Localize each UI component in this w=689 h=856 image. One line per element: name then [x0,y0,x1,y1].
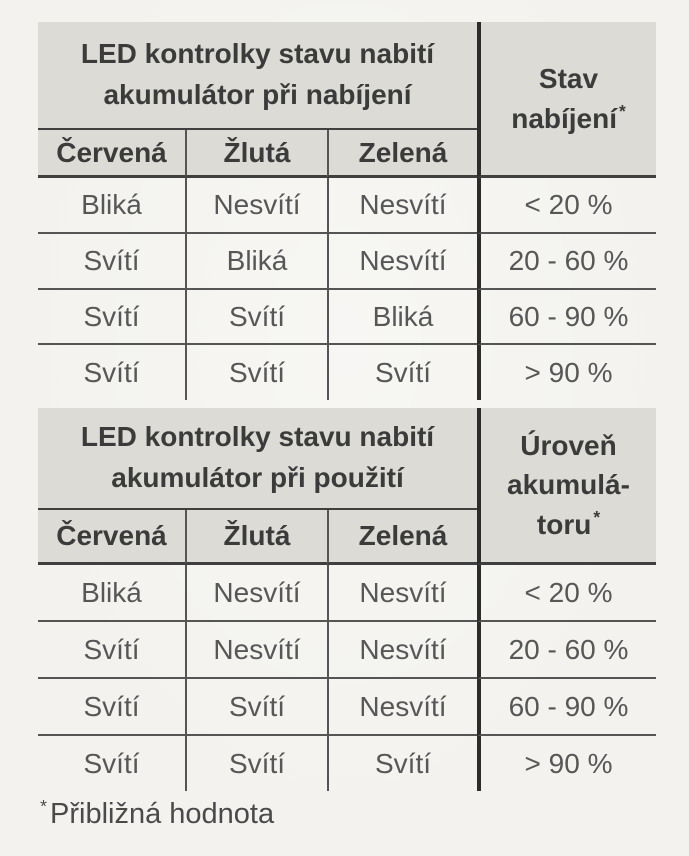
table-cell: Bliká [185,234,327,290]
col-header-green: Zelená [327,130,477,178]
usage-status-table [38,408,656,791]
footnote-marker-icon: * [593,507,601,528]
charging-status-table [38,22,656,400]
table-cell: Nesvítí [185,178,327,234]
table-cell: Svítí [38,234,185,290]
charging-table-title [38,22,477,130]
value-cell: 60 - 90 % [477,679,656,736]
charge-state-header-line1: Stav [538,63,599,95]
table-cell: Nesvítí [327,679,477,736]
table-cell: Svítí [185,679,327,736]
usage-table-title-line2: akumulátor při použití [111,462,404,493]
table-cell: Nesvítí [327,178,477,234]
col-header-yellow: Žlutá [185,130,327,178]
footnote-text: Přibližná hodnota [50,798,275,830]
col-header-red: Červená [38,130,185,178]
usage-table-title-line1: LED kontrolky stavu nabití [80,421,435,453]
charging-table-title-line1: LED kontrolky stavu nabití [80,38,435,70]
value-cell: 60 - 90 % [477,290,656,345]
table-cell: Svítí [38,622,185,679]
table-cell: Svítí [327,736,477,791]
charging-table-title-line2: akumulátor při nabíjení [103,79,412,110]
value-cell: > 90 % [477,345,656,400]
footnote-marker-icon: * [40,796,47,817]
table-cell: Svítí [83,356,140,388]
battery-level-header-line2: akumulá- [507,469,630,501]
table-cell: Nesvítí [185,622,327,679]
table-cell: Nesvítí [185,565,327,622]
usage-table-title [38,408,477,510]
table-cell: Nesvítí [327,565,477,622]
table-cell: Svítí [38,290,185,345]
table-cell: Bliká [38,565,185,622]
value-cell: 20 - 60 % [477,622,656,679]
battery-level-column-header [477,408,656,565]
table-cell: Svítí [38,679,185,736]
battery-level-header-line3 [537,505,600,544]
table-cell: Svítí [327,345,477,400]
charge-state-header-word: nabíjení [511,102,618,134]
table-cell: Bliká [327,290,477,345]
value-cell: 20 - 60 % [477,234,656,290]
footnote [40,798,274,831]
table-cell: Svítí [185,736,327,791]
value-cell: < 20 % [477,178,656,234]
col-header-yellow: Žlutá [185,510,327,565]
table-cell: Svítí [83,747,140,779]
value-cell: > 90 % [477,736,656,791]
table-cell: Nesvítí [327,234,477,290]
battery-level-header-line1: Úroveň [520,430,617,462]
table-cell: Bliká [38,178,185,234]
charge-state-column-header [477,22,656,178]
value-cell: < 20 % [477,565,656,622]
col-header-green: Zelená [327,510,477,565]
table-cell: Nesvítí [327,622,477,679]
col-header-red: Červená [38,510,185,565]
charge-state-header-line2 [511,99,626,138]
table-cell: Svítí [185,345,327,400]
battery-level-header-word: toru [536,508,592,540]
footnote-marker-icon: * [619,101,626,122]
table-cell: Svítí [185,290,327,345]
